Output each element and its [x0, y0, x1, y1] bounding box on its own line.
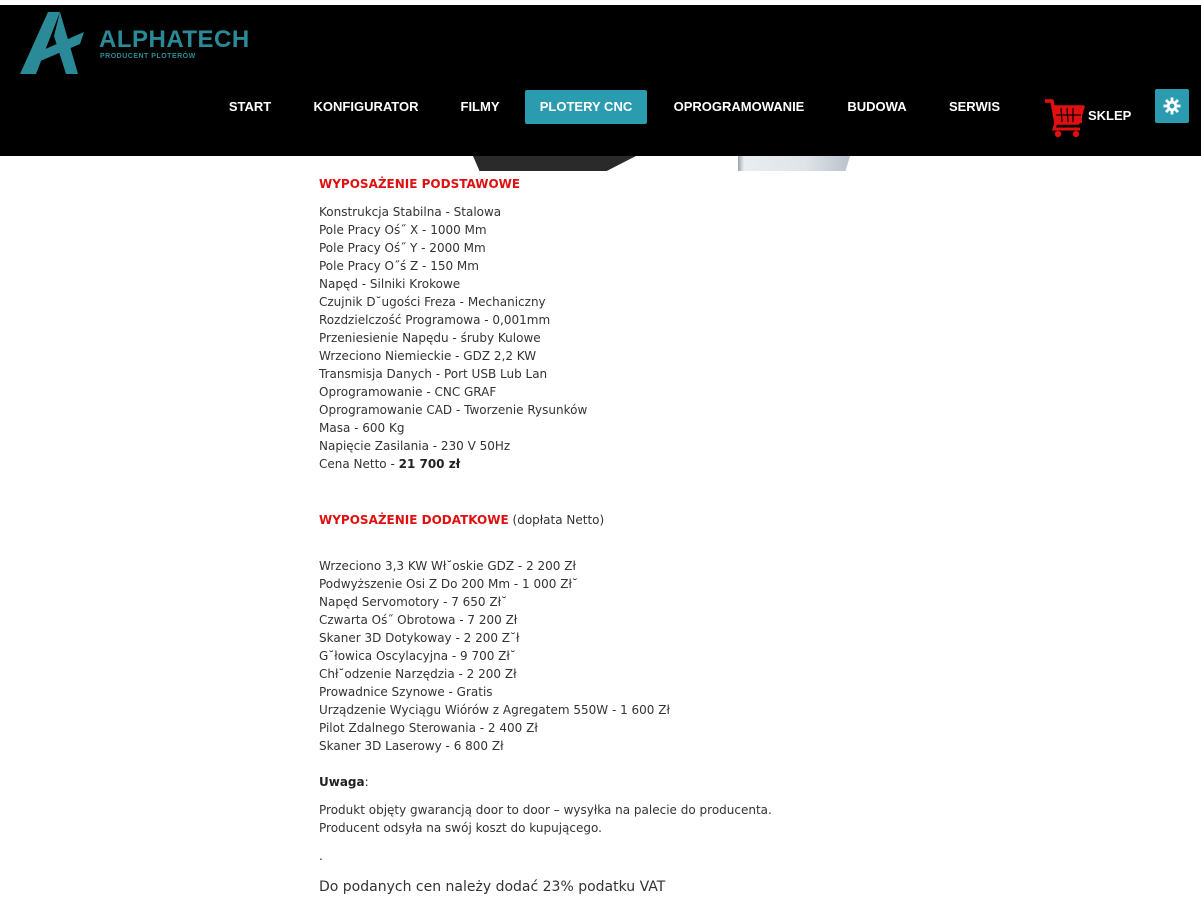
- list-item: Pole Pracy Oś˝ X - 1000 Mm: [319, 223, 487, 237]
- list-item: Podwyższenie Osi Z Do 200 Mm - 1 000 Zł˘: [319, 577, 578, 591]
- list-item: Przeniesienie Napędu - śruby Kulowe: [319, 331, 541, 345]
- list-item: Transmisja Danych - Port USB Lub Lan: [319, 367, 548, 381]
- list-item: Napięcie Zasilania - 230 V 50Hz: [319, 439, 511, 453]
- list-item: Oprogramowanie CAD - Tworzenie Rysunków: [319, 403, 588, 417]
- vat-notice: Do podanych cen należy dodać 23% podatku VAT: [319, 879, 666, 895]
- shop-label: SKLEP: [1088, 108, 1132, 123]
- brand-tagline: PRODUCENT PLOTERÓW: [100, 53, 196, 60]
- list-item: Pole Pracy Oś˝ Y - 2000 Mm: [319, 241, 486, 255]
- list-item: Prowadnice Szynowe - Gratis: [319, 685, 493, 699]
- nav-budowa[interactable]: BUDOWA: [847, 99, 907, 114]
- list-item: Wrzeciono 3,3 KW Wł˘oskie GDZ - 2 200 Zł: [319, 559, 576, 573]
- list-item: Napęd - Silniki Krokowe: [319, 277, 461, 291]
- machine-image-fragment: [473, 156, 636, 171]
- notice-line-1: Produkt objęty gwarancją door to door – wysyłka na palecie do producenta.: [319, 803, 772, 817]
- nav-konfigurator[interactable]: KONFIGURATOR: [313, 99, 419, 114]
- list-item: Oprogramowanie - CNC GRAF: [319, 385, 497, 399]
- list-item: G˘łowica Oscylacyjna - 9 700 Zł˘: [319, 649, 516, 663]
- nav-oprogramowanie[interactable]: OPROGRAMOWANIE: [673, 99, 805, 114]
- site-header: [0, 5, 1201, 156]
- notice-label: Uwaga: [319, 775, 365, 789]
- shop-cart-link[interactable]: [1044, 97, 1144, 139]
- standard-equipment-title: WYPOSAŻENIE PODSTAWOWE: [319, 177, 521, 191]
- list-item: Czujnik D˘ugości Freza - Mechaniczny: [319, 295, 546, 309]
- extra-equipment-heading: WYPOSAŻENIE DODATKOWE: [319, 513, 509, 527]
- machine-image-fragment-2: [738, 156, 850, 171]
- net-price-label: Cena Netto -: [319, 457, 399, 471]
- list-item: Pole Pracy O˝ś Z - 150 Mm: [319, 259, 479, 273]
- list-item: Chł˘odzenie Narzędzia - 2 200 Zł: [319, 667, 517, 681]
- extra-equipment-title: [319, 513, 604, 527]
- net-price: [319, 457, 460, 471]
- nav-filmy[interactable]: FILMY: [460, 99, 500, 114]
- list-item: Napęd Servomotory - 7 650 Zł˘: [319, 595, 508, 609]
- list-item: Rozdzielczość Programowa - 0,001mm: [319, 313, 551, 327]
- shopping-cart-icon: [1044, 97, 1086, 139]
- notice-colon: :: [364, 775, 369, 789]
- brand-name: ALPHATECH: [99, 26, 250, 53]
- list-item: Urządzenie Wyciągu Wiórów z Agregatem 550W - 1 600 Zł: [319, 703, 670, 717]
- brand-logo[interactable]: [20, 10, 250, 76]
- notice-heading: [319, 775, 369, 789]
- notice-line-2: Producent odsyła na swój koszt do kupującego.: [319, 821, 602, 835]
- settings-button[interactable]: [1155, 89, 1189, 123]
- list-item: Masa - 600 Kg: [319, 421, 405, 435]
- gear-icon: [1163, 97, 1181, 115]
- nav-start[interactable]: START: [228, 99, 272, 114]
- nav-plotery-cnc[interactable]: PLOTERY CNC: [525, 90, 647, 124]
- list-item: Konstrukcja Stabilna - Stalowa: [319, 205, 502, 219]
- net-price-value: 21 700 zł: [398, 457, 461, 471]
- nav-serwis[interactable]: SERWIS: [948, 99, 1001, 114]
- list-item: Skaner 3D Dotykoway - 2 200 Z˘ł: [319, 631, 520, 645]
- list-item: Wrzeciono Niemieckie - GDZ 2,2 KW: [319, 349, 537, 363]
- notice-dot: .: [319, 849, 323, 863]
- list-item: Skaner 3D Laserowy - 6 800 Zł: [319, 739, 504, 753]
- list-item: Czwarta Oś˝ Obrotowa - 7 200 Zł: [319, 613, 518, 627]
- extra-equipment-note: (dopłata Netto): [508, 513, 605, 527]
- list-item: Pilot Zdalnego Sterowania - 2 400 Zł: [319, 721, 538, 735]
- alphatech-logo-icon: [20, 10, 90, 76]
